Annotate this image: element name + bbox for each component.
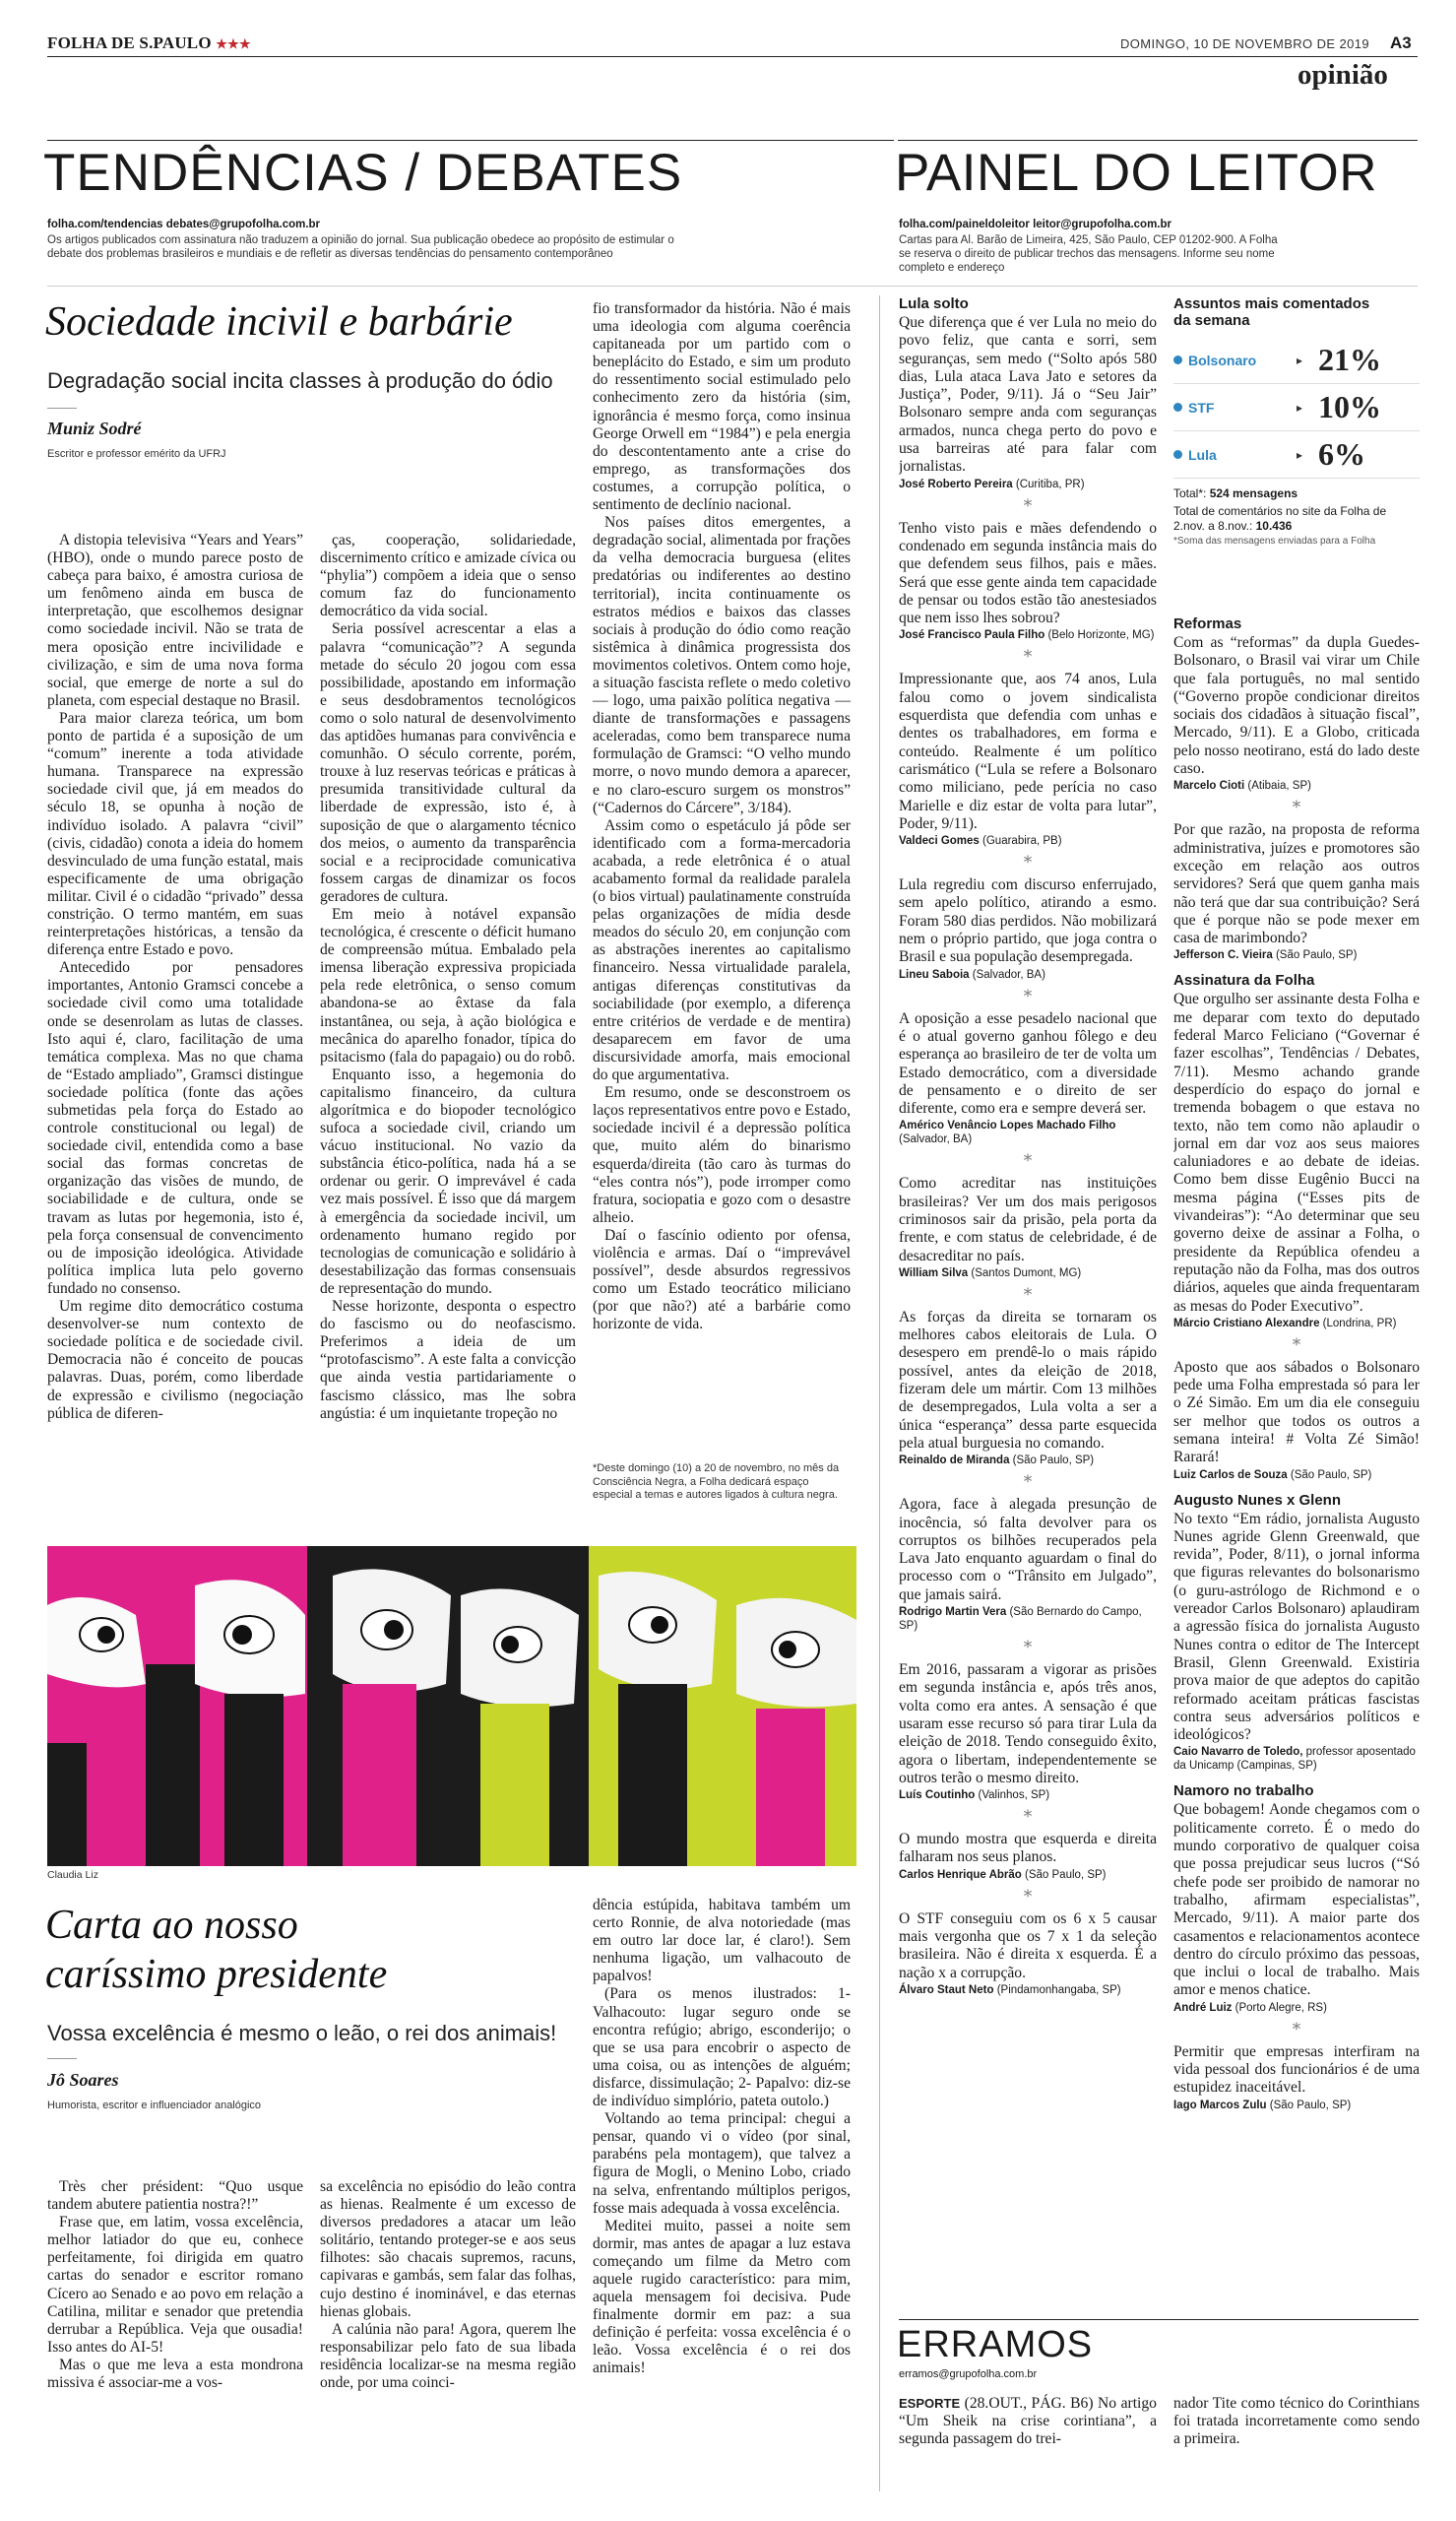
section-divider bbox=[879, 295, 880, 2491]
paragraph: Seria possível acrescentar a elas a palavra “comunicação”? A segunda metade do século 20 jogou com essa possibilidade, apostando em informação e seus desdobramentos tecnológicos como o solo natural de desenvolvimento das aptidões humanas para convivência e comunhão. O século corrente, porém, trouxe à luz reservas teóricas e práticas à presumida transitividade cultural da liberdade de expressão, isto é, à suposição de que o alargamento técnico dos meios, o aumento da transparência social e a reciprocidade comunicativa fossem cargas de dinamizar os focos geradores de cultura. bbox=[320, 620, 576, 905]
letter-separator: * bbox=[1023, 1638, 1033, 1658]
letter-place: (Valinhos, SP) bbox=[975, 1789, 1050, 1802]
article2-headline bbox=[45, 1901, 387, 1999]
paragraph: Meditei muito, passei a noite sem dormir, mas antes de apagar a luz estava começando um filme da Metro com aquele rugido característico: para mim, aquela mensagem foi decisiva. Pude finalmente dormir em paz: a sua definição é perfeita: vossa excelência é o leão. Vossa excelência é o rei dos animais! bbox=[593, 2217, 851, 2377]
masthead-stars: ★★★ bbox=[216, 36, 251, 51]
assunto-percent: 6% bbox=[1318, 436, 1365, 472]
paragraph: sa excelência no episódio do leão contra as hienas. Realmente é um excesso de diversos predadores a atacar um leão solitário, tentando proteger-se e aos seus filhotes: são chacais supremos, racuns, capivaras e gambás, sem falar das folhas, cujo destino é inominável, e das eternas hienas globais. bbox=[320, 2178, 576, 2320]
arrow-icon: ▸ bbox=[1297, 353, 1303, 367]
letter-text: O mundo mostra que esquerda e direita falharam nos seus planos. bbox=[899, 1831, 1157, 1866]
paragraph: Enquanto isso, a hegemonia do capitalismo financeiro, da cultura algorítmica e do biopoder tecnológico sufoca a sociedade civil, criando um vácuo institucional. No vazio da substância ético-política, nada há a se ordenar ou gerir. O imprevável é cada vez mais possível. É isso que dá margem à emergência da sociedade incivil, um ordenamento humano regido por tecnologias de comunicação e solidário à desestabilização das formas consensuais de representação do mundo. bbox=[320, 1066, 576, 1297]
article2-author: Jô Soares bbox=[47, 2070, 119, 2090]
assunto-name: Bolsonaro bbox=[1188, 352, 1257, 368]
tendencias-top-rule bbox=[47, 140, 894, 141]
letter-text: Impressionante que, aos 74 anos, Lula falou como o jovem sindicalista esquerdista que defendia com unhas e dentes os trabalhadores, em forma e conteúdo. Realmente é um político carismático (“Lula se refere a Bolsonaro como miliciano, pede perícia no caso Marielle e diz estar de volta para lutar”, Poder, 9/11). bbox=[899, 671, 1157, 832]
paragraph: A calúnia não para! Agora, querem lhe responsabilizar pelo fato de sua libada residência localizar-se na mesma região onde, por uma coinci- bbox=[320, 2320, 576, 2392]
letter-topic: Namoro no trabalho bbox=[1173, 1782, 1314, 1800]
letter bbox=[899, 671, 1157, 848]
paragraph: Nesse horizonte, desponta o espectro do fascismo ou do neofascismo. Preferimos a ideia de um “protofascismo”. A este falta a convicção que ainda vestia partidariamente o fascismo clássico, mas lhe sobra angústia: é um inquietante tropeção no bbox=[320, 1298, 576, 1422]
letter bbox=[899, 1175, 1157, 1279]
letter-text: Por que razão, na proposta de reforma administrativa, juízes e promotores são exceção em relação aos outros servidores? Será que quem ganha mais não terá que dar sua contribuição? Será que é porque não se pode mexer em casa de marimbondo? bbox=[1173, 821, 1420, 947]
letter-separator: * bbox=[1023, 647, 1033, 668]
masthead-text: FOLHA DE S.PAULO bbox=[47, 33, 212, 52]
letter-signature bbox=[1173, 2001, 1420, 2015]
letter-text: As forças da direita se tornaram os melhores cabos eleitorais de Lula. O desespero em prendê-lo o mais rápido possível, antes da eleição de 2018, fizeram dele um mártir. Com 13 milhões de desempregados, Lula volta a ser a única “esperança” dessa parte esquecida pela atual burguesia no comando. bbox=[899, 1308, 1157, 1452]
paragraph: A distopia televisiva “Years and Years” (HBO), onde o mundo parece posto de cabeça para baixo, é amostra curiosa de um fenômeno ainda em busca de interpretação, que escolhemos designar como sociedade incivil. Não se trata de mera oposição entre incivilidade e civilização, e sim de uma nova forma social, que emerge de norte a sul do planeta, com especial destaque no Brasil. bbox=[47, 532, 303, 709]
painel-letters-column-2 bbox=[1173, 615, 1420, 2295]
painel-letters-column-1 bbox=[899, 295, 1157, 2457]
letter-place: professor aposentado da Unicamp (Campinas, SP) bbox=[1173, 1746, 1416, 1773]
paragraph: dência estúpida, habitava também um certo Ronnie, de alva notoriedade (mas em outro lar doce lar, é claro!). Sem nenhuma ligação, um valhacouto de papalvos! bbox=[593, 1897, 851, 1985]
article2-column-2 bbox=[320, 2178, 576, 2503]
letter-signature bbox=[899, 834, 1157, 848]
erramos-top-rule bbox=[899, 2319, 1419, 2320]
letter-signature bbox=[899, 1788, 1157, 1802]
letter-place: (Guarabira, PB) bbox=[979, 835, 1062, 848]
letter-signature bbox=[899, 1266, 1157, 1280]
paragraph: fio transformador da história. Não é mais uma ideologia com alguma coerência capitaneada por um partido com o beneplácito do Estado, e sim um produto do ressentimento social estimulado pelo conhecimento zero da história (sim, ignorância é mesmo força, como insinua George Orwell em “1984”) e pela energia do descontentamento ante a crise do emprego, as transformações dos costumes, a corrupção política, o sentimento de declínio nacional. bbox=[593, 300, 851, 514]
letter-signature bbox=[899, 1119, 1157, 1146]
article2-headline-line2: caríssimo presidente bbox=[45, 1952, 388, 1997]
letter bbox=[1173, 2043, 1420, 2112]
letter-separator: * bbox=[1023, 1284, 1033, 1305]
tendencias-note: Os artigos publicados com assinatura não traduzem a opinião do jornal. Sua publicação obedece ao propósito de estimular o debate dos problemas brasileiros e mundiais e de refletir as diversas tendências do pensamento contemporâneo bbox=[47, 234, 674, 260]
assunto-dot-icon bbox=[1173, 356, 1182, 364]
letter-author: Luís Coutinho bbox=[899, 1789, 976, 1802]
article1-author-rule bbox=[47, 408, 77, 409]
assunto-row bbox=[1173, 431, 1420, 479]
assuntos-site-label: Total de comentários no site da Folha de 2.nov. a 8.nov.: bbox=[1173, 504, 1387, 533]
letter-text: Que orgulho ser assinante desta Folha e me deparar com texto do deputado federal Marco Feliciano (“Governar é fazer escolhas”, Tendências / Debates, 7/11). Mesmo achando grande desperdício do espaço do jornal e tremenda bobagem o que estava no texto, não tem como não aplaudir o jornal em dar voz aos seus maiores caluniadores e ao debate de ideias. Como bem disse Eugênio Bucci na mesma página (“Esses pits de vivandeiras”): “Ao determinar que seu governo deixe de assinar a Folha, o presidente da República ofendeu a reputação não da Folha, mas dos outros diários, aqueles que ainda frequentaram as mesas do Poder Executivo”. bbox=[1173, 991, 1420, 1315]
letter-separator: * bbox=[1023, 1151, 1033, 1172]
letter-text: Com as “reformas” da dupla Guedes-Bolsonaro, o Brasil vai virar um Chile que fala português, no mal sentido (“Governo propõe condicionar direitos sociais dos cidadãos à situação fiscal”, Mercado, 9/11). E a Globo, criticada pelo nosso neotirano, está do lado deste caso. bbox=[1173, 634, 1420, 778]
letter-author: Lineu Saboia bbox=[899, 968, 970, 981]
letter-text: Aposto que aos sábados o Bolsonaro pede uma Folha emprestada só para ler o Zé Simão. Em um dia ele conseguiu ser melhor que todos os outros a semana inteira! # Volta Zé Simão! Rarará! bbox=[1173, 1358, 1420, 1466]
assuntos-footnote: *Soma das mensagens enviadas para a Folha bbox=[1173, 536, 1376, 547]
erramos-contact: erramos@grupofolha.com.br bbox=[899, 2368, 1038, 2380]
assuntos-total-label: Total*: bbox=[1173, 486, 1207, 500]
assunto-percent: 21% bbox=[1318, 342, 1381, 377]
letter bbox=[1173, 1782, 1420, 2014]
article2-column-1 bbox=[47, 2178, 303, 2503]
letter-text: Permitir que empresas interfiram na vida pessoal dos funcionários é de uma estupidez inaceitável. bbox=[1173, 2042, 1420, 2097]
letter-author: Marcelo Cioti bbox=[1173, 780, 1245, 793]
assunto-dot-icon bbox=[1173, 403, 1182, 412]
paragraph: Très cher président: “Quo usque tandem abutere patientia nostra?!” bbox=[47, 2178, 303, 2214]
letter bbox=[1173, 615, 1420, 793]
article1-footnote: *Deste domingo (10) a 20 de novembro, no mês da Consciência Negra, a Folha dedicará espaço especial a temas e autores ligados à cultura negra. bbox=[593, 1462, 840, 1501]
letter bbox=[1173, 1492, 1420, 1774]
assunto-row bbox=[1173, 384, 1420, 431]
letter-place: (Santos Dumont, MG) bbox=[968, 1266, 1082, 1279]
article2-headline-line1: Carta ao nosso bbox=[45, 1903, 298, 1948]
letter bbox=[899, 1010, 1157, 1147]
paragraph: Para maior clareza teórica, um bom ponto de partida é a suposição de um “comum” inerente a toda atividade humana. Transparece na expressão sociedade civil que, já em meados do século 18, se opunha à noção de indivíduo isolado. A palavra “civil” (civis, cidadão) conota a ideia do homem desvinculado de uma função estatal, mais especificamente de uma obrigação militar. Civil é o cidadão “privado” dessa constrição. O termo mantém, em suas reinterpretações históricas, a tensão da diferença entre Estado e povo. bbox=[47, 709, 303, 959]
letter bbox=[899, 520, 1157, 643]
illustration-art bbox=[47, 1546, 856, 1866]
article2-subhead: Vossa excelência é mesmo o leão, o rei dos animais! bbox=[47, 2021, 557, 2045]
letter-signature bbox=[1173, 2099, 1420, 2112]
assuntos-list bbox=[1173, 337, 1420, 479]
letter bbox=[1173, 821, 1420, 962]
article1-headline: Sociedade incivil e barbárie bbox=[45, 299, 513, 345]
article1-author: Muniz Sodré bbox=[47, 419, 142, 438]
letter-author: José Francisco Paula Filho bbox=[899, 629, 1045, 642]
letter-topic: Reformas bbox=[1173, 615, 1242, 632]
letter-text: No texto “Em rádio, jornalista Augusto Nunes agride Glenn Greenwald, que revida”, Poder, 8/11), o jornal informa que figuras relevantes do bolsonarismo (o guru-astrólogo de Richmond e o vereador Carlos Bolsonaro) aplaudiram a agressão física do jornalista Augusto Nunes contra o editor de The Intercept Brasil, Glenn Greenwald. Existiria prova maior de que adeptos do capitão reformado aceitam práticas fascistas contra seus adversários políticos e ideológicos? bbox=[1173, 1510, 1420, 1744]
letter-signature bbox=[899, 968, 1157, 982]
letter bbox=[1173, 972, 1420, 1329]
letter-separator: * bbox=[1292, 2019, 1301, 2039]
letter-text: Agora, face à alegada presunção de inocência, só falta devolver para os corruptos os bilhões recuperados pela Lava Jato enquanto aguardam o final do processo com o “Trânsito em Julgado”, que jamais sairá. bbox=[899, 1496, 1157, 1603]
letter-topic: Augusto Nunes x Glenn bbox=[1173, 1491, 1342, 1509]
letter-author: Álvaro Staut Neto bbox=[899, 1983, 994, 1996]
letter-author: Caio Navarro de Toledo, bbox=[1173, 1746, 1303, 1759]
arrow-icon: ▸ bbox=[1297, 447, 1303, 462]
paragraph: Voltando ao tema principal: chegui a pensar, quando vi o vídeo (por sinal, parabéns pela montagem), que talvez a figura de Mogli, o Menino Lobo, criado na selva, enfrentando múltiplos perigos, fosse mais adequada à vossa excelência. bbox=[593, 2110, 851, 2217]
paragraph: Daí o fascínio odiento por ofensa, violência e armas. Daí o “imprevável possível”, desde absurdos regressivos como um Estado teocrático miliciano (por que não?) até a barbárie como horizonte de vida. bbox=[593, 1226, 851, 1333]
letter-place: (Salvador, BA) bbox=[969, 968, 1045, 981]
page-header bbox=[0, 0, 1456, 91]
letter-place: (São Paulo, SP) bbox=[1009, 1454, 1095, 1467]
assuntos-site-value: 10.436 bbox=[1255, 519, 1293, 533]
tendencias-contact: folha.com/tendencias debates@grupofolha.com.br bbox=[47, 219, 321, 230]
masthead bbox=[47, 33, 251, 53]
paragraph: ças, cooperação, solidariedade, discernimento crítico e amizade cívica ou “phylia”) compõem a ideia que o senso comum faz do funcionamento democrático da vida social. bbox=[320, 532, 576, 620]
article1-column-3 bbox=[593, 300, 851, 1482]
letter-text: Lula regrediu com discurso enferrujado, sem apelo político, atirando a esmo. Foram 580 dias perdidos. Não mobilizará nem o próprio partido, que joga contra o Brasil e sua população desempregada. bbox=[899, 876, 1157, 966]
letter-separator: * bbox=[1292, 798, 1301, 818]
letter-author: Américo Venâncio Lopes Machado Filho bbox=[899, 1120, 1116, 1132]
letter-text: Como acreditar nas instituições brasileiras? Ver um dos mais perigosos criminosos sair da prisão, pela porta da frente, e com status de celebridade, é de desacreditar no país. bbox=[899, 1175, 1157, 1264]
letter-text: A oposição a esse pesadelo nacional que é o atual governo ganhou fôlego e deu esperança ao brasileiro de ter de volta um Estado democrático, com a diversidade de pensamento e o direito de ser diferente, como era e sempre deverá ser. bbox=[899, 1009, 1157, 1118]
assuntos-title: Assuntos mais comentados da semana bbox=[1173, 295, 1370, 329]
letter-author: Carlos Henrique Abrão bbox=[899, 1868, 1022, 1881]
letter-signature bbox=[899, 1868, 1157, 1882]
paragraph: Em resumo, onde se desconstroem os laços representativos entre povo e Estado, sociedade incivil é a depressão política que, muito além do binarismo esquerda/direita (tão caro às turmas do “eles contra nós”), pode irromper como fratura, sociopatia e gozo com o desastre alheio. bbox=[593, 1084, 851, 1226]
assunto-name: STF bbox=[1188, 399, 1215, 416]
erramos-text1: (28.OUT., PÁG. B6) No artigo “Um Sheik na crise corintiana”, a segunda passagem do trei- bbox=[899, 2395, 1157, 2447]
letter-place: (Porto Alegre, RS) bbox=[1232, 2001, 1327, 2014]
letter-separator: * bbox=[1023, 853, 1033, 873]
letter-author: Reinaldo de Miranda bbox=[899, 1454, 1010, 1467]
article1-author-bio: Escritor e professor emérito da UFRJ bbox=[47, 448, 226, 460]
letter-place: (São Paulo, SP) bbox=[1287, 1468, 1372, 1481]
section-name: opinião bbox=[1298, 59, 1388, 91]
letter bbox=[899, 1496, 1157, 1633]
letter-author: Márcio Cristiano Alexandre bbox=[1173, 1317, 1320, 1329]
letter-separator: * bbox=[1292, 1334, 1301, 1355]
letter-place: (Salvador, BA) bbox=[899, 1133, 973, 1146]
assuntos-total bbox=[1173, 486, 1420, 500]
letter-place: (Londrina, PR) bbox=[1319, 1317, 1397, 1329]
article1-subhead: Degradação social incita classes à produção do ódio bbox=[47, 368, 553, 393]
letter-author: Valdeci Gomes bbox=[899, 835, 980, 848]
letter-author: Luiz Carlos de Souza bbox=[1173, 1468, 1288, 1481]
illustration-credit: Claudia Liz bbox=[47, 1869, 98, 1881]
letter-text: Que bobagem! Aonde chegamos com o politicamente correto. É o medo do mundo corporativo de qualquer coisa que possa prejudicar seus lucros (“Só chefe pode ser proibido de namorar no trabalho, afirmam especialistas”, Mercado, 9/11). A maior parte dos casamentos e relacionamentos acontece dentro do círculo próximo das pessoas, que inclui o local de trabalho. Mais amor e menos chatice. bbox=[1173, 1801, 1420, 1999]
letter bbox=[899, 876, 1157, 981]
letter-author: José Roberto Pereira bbox=[899, 478, 1013, 490]
letter-separator: * bbox=[1023, 1886, 1033, 1907]
assuntos-site bbox=[1173, 504, 1400, 534]
letter-signature bbox=[1173, 1468, 1420, 1482]
article1-column-1 bbox=[47, 532, 303, 1497]
letter-author: Rodrigo Martin Vera bbox=[899, 1606, 1007, 1619]
article2-author-rule bbox=[47, 2058, 77, 2059]
letter-signature bbox=[1173, 948, 1420, 962]
tendencias-title: TENDÊNCIAS / DEBATES bbox=[43, 144, 683, 202]
illustration bbox=[47, 1546, 856, 1866]
letter-separator: * bbox=[1023, 986, 1033, 1006]
letter bbox=[1173, 1359, 1420, 1482]
letter bbox=[899, 295, 1157, 491]
assunto-percent: 10% bbox=[1318, 389, 1381, 424]
letter-signature bbox=[899, 628, 1157, 642]
paragraph: Em meio à notável expansão tecnológica, é crescente o déficit humano de compreensão mútua. Embalado pela imensa liberação expressiva propiciada pela rede eletrônica, o senso comum abandona-se ao êxtase da fala instantânea, ou seja, à ação biológica e mecânica do aparelho fonador, típica do psitacismo (fala do papagaio) ou do robô. bbox=[320, 905, 576, 1066]
letter-separator: * bbox=[1023, 1472, 1033, 1493]
letter-separator: * bbox=[1023, 1807, 1033, 1828]
erramos-tag: ESPORTE bbox=[899, 2396, 961, 2411]
paragraph: Nos países ditos emergentes, a degradação social, alimentada por frações da velha democracia burguesa (elites predatórias ou indiferentes ao destino territorial), incita continuamente os estratos médios e baixos das classes sociais à produção do ódio como reação sistêmica à dinâmica progressista dos movimentos coletivos. Ontem como hoje, a situação fascista reflete o medo coletivo — logo, uma paixão política negativa — diante de transformações e passagens aceleradas, como bem transparece numa formulação de Gramsci: “O velho mundo morre, o novo mundo demora a aparecer, e no claro-escuro surgem os monstros” (“Cadernos do Cárcere”, 3/184). bbox=[593, 514, 851, 816]
letter-text: Em 2016, passaram a vigorar as prisões em segunda instância e, após três anos, volta como era antes. A sensação é que usaram esse recurso só para tirar Lula da eleição de 2018. Tendo conseguido êxito, agora o libertam, independentemente se outros terão o mesmo direito. bbox=[899, 1661, 1157, 1786]
erramos-title: ERRAMOS bbox=[897, 2324, 1094, 2365]
letter-signature bbox=[899, 1605, 1157, 1633]
assunto-name: Lula bbox=[1188, 446, 1217, 463]
paragraph: (Para os menos ilustrados: 1- Valhacouto: lugar seguro onde se encontra refúgio; abrigo, esconderijo; o que se usa para encobrir o aspecto de uma coisa, ou as intenções de alguém; disfarce, dissimulação; 2- Papalvo: diz-se de indivíduo simplório, pateta outolo.) bbox=[593, 1985, 851, 2110]
letter-place: (Curitiba, PR) bbox=[1012, 478, 1085, 490]
letter-author: William Silva bbox=[899, 1266, 969, 1279]
letter bbox=[899, 1831, 1157, 1882]
page-date: DOMINGO, 10 DE NOVEMBRO DE 2019 bbox=[1120, 36, 1369, 51]
letter-author: André Luiz bbox=[1173, 2001, 1233, 2014]
letter-separator: * bbox=[1023, 495, 1033, 516]
letter-place: (São Paulo, SP) bbox=[1266, 2099, 1352, 2111]
letter-place: (Belo Horizonte, MG) bbox=[1045, 629, 1155, 642]
letter-signature bbox=[899, 1454, 1157, 1467]
letter-topic: Lula solto bbox=[899, 295, 969, 312]
letter-signature bbox=[1173, 779, 1420, 793]
letter-topic: Assinatura da Folha bbox=[1173, 972, 1315, 990]
page-number: A3 bbox=[1390, 33, 1412, 52]
divider-under-headers bbox=[47, 286, 1418, 287]
letter-author: Iago Marcos Zulu bbox=[1173, 2099, 1267, 2111]
letter bbox=[899, 1910, 1157, 1997]
letter-place: (São Paulo, SP) bbox=[1272, 949, 1358, 962]
paragraph: Antecedido por pensadores importantes, Antonio Gramsci concebe a sociedade civil como uma totalidade onde se desenrolam as lutas de classes. Isto aqui é, claro, facilitação de uma temática complexa. Mas no que chama de “Estado ampliado”, Gramsci distingue sociedade política (fonte das ações submetidas pela força do Estado ao controle constitucional ou legal) de sociedade civil, entendida como a base social das formas concretas de organização das visões de mundo, de sociabilidade e de cultura, onde se travam as lutas por hegemonia, isto é, pela força consensual de convencimento ou de imposição ideológica. Atividade política implica luta pelo governo fundado no consenso. bbox=[47, 959, 303, 1297]
letter-signature bbox=[899, 478, 1157, 491]
article2-column-3 bbox=[593, 1897, 851, 2507]
letter-place: (Atibaia, SP) bbox=[1244, 780, 1311, 793]
painel-contact: folha.com/paineldoleitor leitor@grupofolha.com.br bbox=[899, 219, 1172, 230]
assunto-dot-icon bbox=[1173, 450, 1182, 459]
paragraph: Um regime dito democrático costuma desenvolver-se num contexto de sociedade política e de sociedade civil. Democracia não é conceito de poucas palavras. Duas, porém, como liberdade de expressão e civilismo (negociação pública de diferen- bbox=[47, 1298, 303, 1422]
letter-text: O STF conseguiu com os 6 x 5 causar mais vergonha que os 7 x 1 da seleção brasileira. Não é direita x esquerda. É a nação x a corrupção. bbox=[899, 1909, 1157, 1981]
header-rule bbox=[47, 56, 1418, 57]
letter-place: (São Bernardo do Campo, SP) bbox=[899, 1606, 1142, 1633]
letter-signature bbox=[899, 1983, 1157, 1997]
painel-note: Cartas para Al. Barão de Limeira, 425, São Paulo, CEP 01202-900. A Folha se reserva o direito de publicar trechos das mensagens. Informe seu nome completo e endereço bbox=[899, 234, 1278, 274]
painel-title: PAINEL DO LEITOR bbox=[895, 144, 1378, 202]
erramos-text-col1 bbox=[899, 2395, 1157, 2448]
paragraph: Frase que, em latim, vossa excelência, melhor latiador do que eu, conhece perfeitamente, foi dirigida em quatro cartas do senador e escritor romano Cícero ao Senado e ao povo em relação a Catilina, militar e senador que pretendia derrubar a República. Veja que ousadia! Isso antes do AI-5! bbox=[47, 2214, 303, 2356]
letter bbox=[899, 1661, 1157, 1802]
paragraph: Assim como o espetáculo já pôde ser identificado com a forma-mercadoria acabada, a rede eletrônica é o atual acabamento formal da realidade paralela (o bios virtual) paulatinamente construída pelas organizações de mídia desde meados do século 20, em conjunção com as abstrações inerentes ao capitalismo financeiro. Nessa virtualidade paralela, antigas diferenças constitutivas da sociabilidade (por exemplo, a diferença entre critérios de verdade e de mentira) desaparecem em favor de uma discursividade amorfa, mais emocional do que argumentativa. bbox=[593, 816, 851, 1084]
erramos-text-col2: nador Tite como técnico do Corinthians foi tratada incorretamente como sendo a primeira. bbox=[1173, 2395, 1420, 2447]
letter bbox=[899, 1309, 1157, 1467]
assuntos-total-value: 524 mensagens bbox=[1209, 486, 1298, 500]
paragraph: Mas o que me leva a esta mondrona missiva é associar-me a vos- bbox=[47, 2356, 303, 2392]
letter-text: Que diferença que é ver Lula no meio do povo feliz, que canta e sorri, sem seguranças, sem medo (“Solto após 580 dias, Lula ataca Lava Jato e setores da Justiça”, Poder, 9/11). Já o “Seu Jair” Bolsonaro sempre anda com seguranças armados, nunca chega perto do povo e usa barreiras até para falar com jornalistas. bbox=[899, 314, 1157, 476]
article2-author-bio: Humorista, escritor e influenciador analógico bbox=[47, 2100, 262, 2111]
arrow-icon: ▸ bbox=[1297, 400, 1303, 415]
letter-place: (Pindamonhangaba, SP) bbox=[993, 1983, 1121, 1996]
article1-column-2 bbox=[320, 532, 576, 1497]
assuntos-box bbox=[1173, 295, 1420, 547]
letter-author: Jefferson C. Vieira bbox=[1173, 949, 1273, 962]
painel-top-rule bbox=[898, 140, 1418, 141]
letter-text: Tenho visto pais e mães defendendo o condenado em segunda instância mais do que defendem seus filhos, pais e mães. Será que esse gente ainda tem capacidade de pensar ou todos estão tão anestesiados que nem isso lhes sobrou? bbox=[899, 519, 1157, 627]
assunto-row bbox=[1173, 337, 1420, 384]
letter-place: (São Paulo, SP) bbox=[1021, 1868, 1107, 1881]
letter-signature bbox=[1173, 1317, 1420, 1330]
letter-signature bbox=[1173, 1745, 1420, 1773]
